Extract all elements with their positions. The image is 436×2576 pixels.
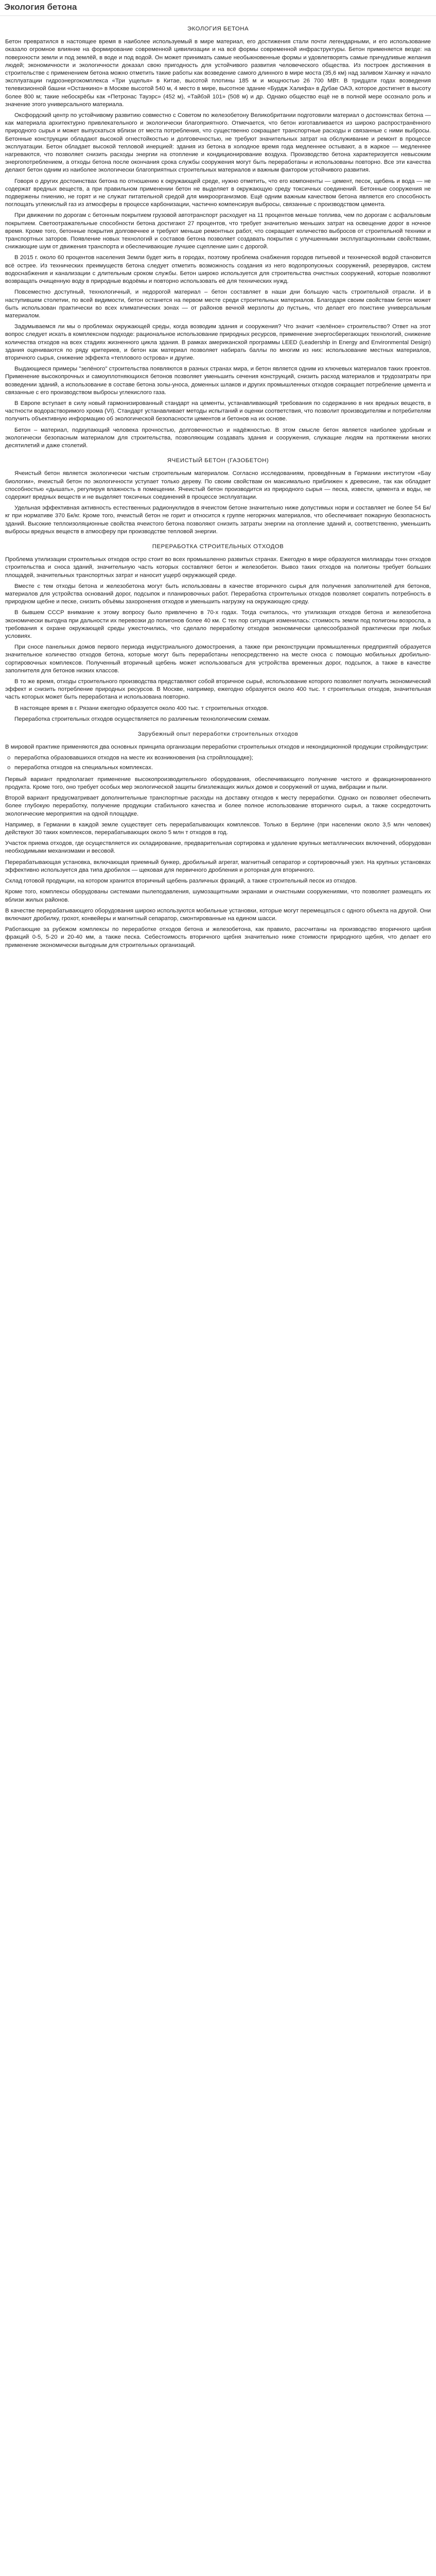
paragraph: Кроме того, комплексы оборудованы системами пылеподавления, шумозащитными экранами и очистными сооружениями, что позволяет размещать их вблизи жилых районов. [5, 889, 431, 903]
paragraph: Оксфордский центр по устойчивому развитию совместно с Советом по железобетону Великобритании подготовили материал о достоинствах бетона — как материала архитектурно привлекательного и экологически благоприятного. Отмечается, что бетон изготавливается из широко распространённого природного сырья и может выпускаться вблизи от места потребления, что существенно сокращает транспортные расходы и связанные с ними выбросы. Бетонные конструкции обладают высокой огнестойкостью и долговечностью, не требуют значительных затрат на обслуживание и ремонт в процессе эксплуатации. Бетон обладает высокой тепловой инерцией: здания из бетона в холодное время года медленнее остывают, а в жаркое — медленнее нагреваются, что позволяет снизить расходы энергии на отопление и кондиционирование воздуха. Производство бетона характеризуется невысоким энергопотреблением, а отходы бетона после окончания срока службы сооружения могут быть переработаны и использованы повторно. Все эти качества делают бетон одним из наиболее экологически благоприятных строительных материалов и важным фактором устойчивого развития. [5, 112, 431, 174]
paragraph: При движении по дорогам с бетонным покрытием грузовой автотранспорт расходует на 11 процентов меньше топлива, чем по дорогам с асфальтовым покрытием. Светоотражательные способности бетона достигают 27 процентов, что требует значительно меньших затрат на освещение дорог в ночное время. Кроме того, бетонные покрытия долговечнее и требуют меньше ремонтных работ, что сокращает количество выбросов от строительной техники и транспортных заторов. Появление новых технологий и составов бетона позволяет создавать покрытия с улучшенными эксплуатационными свойствами, снижающие шум от движения транспорта и обеспечивающие лучшее сцепление шин с дорогой. [5, 212, 431, 250]
section-heading: ЭКОЛОГИЯ БЕТОНА [187, 26, 249, 32]
bullet-list [5, 754, 431, 771]
paragraph: В бывшем СССР внимание к этому вопросу было привлечено в 70-х годах. Тогда считалось, что утилизация отходов бетона и железобетона экономически выгодна при дальности их перевозки до полигонов более 40 км. С тех пор ситуация изменилась: стоимость земли под полигоны возросла, а требования к охране окружающей среды ужесточились, что сделало переработку отходов экономически целесообразной практически при любых условиях. [5, 609, 431, 640]
paragraph: Задумываемся ли мы о проблемах окружающей среды, когда возводим здания и сооружения? Что значит «зелёное» строительство? Ответ на этот вопрос следует искать в комплексном подходе: рациональное использование природных ресурсов, применение энергосберегающих технологий, снижение количества отходов на всех стадиях жизненного цикла здания. В рамках американской программы LEED (Leadership in Energy and Environmental Design) здания оцениваются по ряду критериев, и бетон как материал позволяет набирать баллы по многим из них: использование местных материалов, вторичного сырья, снижение эффекта «теплового острова» и другие. [5, 324, 431, 361]
section-heading: Зарубежный опыт переработки строительных отходов [137, 731, 299, 738]
paragraph: В мировой практике применяются два основных принципа организации переработки строительных отходов и некондиционной продукции стройиндустрии: [5, 744, 428, 751]
paragraph: В Европе вступает в силу новый гармонизированный стандарт на цементы, устанавливающий требования по содержанию в них вредных веществ, в частности водорастворимого хрома (VI). Стандарт устанавливает методы испытаний и оценки соответствия, что позволит производителям и потребителям получить объективную информацию об экологической безопасности цементов и бетонов на их основе. [5, 400, 431, 422]
paragraph: В качестве перерабатывающего оборудования широко используются мобильные установки, которые могут перемещаться с одного объекта на другой. Они включают дробилку, грохот, конвейеры и магнитный сепаратор, смонтированные на едином шасси. [5, 907, 431, 922]
list-item: o переработка образовавшихся отходов на месте их возникновения (на стройплощадке); [14, 754, 431, 762]
paragraph: Вместе с тем отходы бетона и железобетона могут быть использованы в качестве вторичного сырья для получения заполнителей для бетонов, материалов для устройства оснований дорог, подсыпок и планировочных работ. Переработка строительных отходов позволяет сократить потребность в природном щебне и песке, снизить объёмы захоронения отходов и уменьшить нагрузку на окружающую среду. [5, 583, 431, 605]
paragraph: Второй вариант предусматривает дополнительные транспортные расходы на доставку отходов к месту переработки. Однако он позволяет обеспечить более глубокую переработку, получение продукции стабильного качества и более полное использование вторичного сырья, а также сосредоточить экологические мероприятия на одной площадке. [5, 795, 431, 817]
article-body [0, 16, 436, 950]
paragraph: Переработка строительных отходов осуществляется по различным технологическим схемам. [14, 716, 271, 722]
paragraph: Выдающиеся примеры "зелёного" строительства появляются в разных странах мира, и бетон является одним из ключевых материалов таких проектов. Применение высокопрочных и самоуплотняющихся бетонов позволяет уменьшить сечения конструкций, снизить расход материалов и трудозатраты при возведении зданий, а использование в составе бетона золы-уноса, доменных шлаков и других промышленных отходов сокращает потребление цемента и связанные с его производством выбросы углекислого газа. [5, 366, 431, 396]
paragraph: Удельная эффективная активность естественных радионуклидов в ячеистом бетоне значительно ниже допустимых норм и составляет не более 54 Бк/кг при нормативе 370 Бк/кг. Кроме того, ячеистый бетон не горит и относится к группе негорючих материалов, что обеспечивает пожарную безопасность зданий. Высокие теплоизоляционные свойства ячеистого бетона позволяют снизить затраты энергии на отопление зданий и, соответственно, уменьшить выбросы вредных веществ в атмосферу при производстве тепловой энергии. [5, 505, 431, 535]
paragraph: Например, в Германии в каждой земле существует сеть перерабатывающих комплексов. Только в Берлине (при населении около 3,5 млн человек) действуют 30 таких комплексов, перерабатывающих около 5 млн т отходов в год. [5, 821, 431, 836]
paragraph: Первый вариант предполагает применение высокопроизводительного оборудования, обеспечивающего получение чистого и фракционированного продукта. Кроме того, оно требует особых мер экологической защиты близлежащих жилых домов и сооружений от шума, вибрации и пыли. [5, 776, 431, 791]
paragraph: При сносе панельных домов первого периода индустриального домостроения, а также при реконструкции промышленных предприятий образуется значительное количество отходов бетона, которые могут быть переработаны непосредственно на месте сноса с помощью мобильных дробильно-сортировочных комплексов. Полученный вторичный щебень может использоваться для устройства временных дорог, подсыпок, а также в качестве заполнителя для бетонов низких классов. [5, 644, 431, 674]
paragraph: Работающие за рубежом комплексы по переработке отходов бетона и железобетона, как правило, рассчитаны на производство вторичного щебня фракций 0-5, 5-20 и 20-40 мм, а также песка. Себестоимость вторичного щебня значительно ниже стоимости природного щебня, что делает его применение экономически выгодным для строительных организаций. [5, 926, 431, 948]
paragraph: Бетон – материал, подкупающий человека прочностью, долговечностью и надёжностью. В этом смысле бетон является наиболее удобным и экологически безопасным материалом для строительства, позволяющим создавать здания и сооружения, служащие людям на протяжении многих десятилетий и даже столетий. [5, 427, 431, 449]
paragraph: В настоящее время в г. Рязани ежегодно образуется около 400 тыс. т строительных отходов. [14, 705, 269, 711]
page-title: Экология бетона [0, 0, 436, 16]
paragraph: Проблема утилизации строительных отходов остро стоит во всех промышленно развитых странах. Ежегодно в мире образуются миллиарды тонн отходов строительства и сноса зданий, значительную часть которых составляют бетон и железобетон. Вывоз таких отходов на полигоны требует больших площадей, значительных транспортных затрат и наносит ущерб окружающей среде. [5, 556, 431, 579]
paragraph: Говоря о других достоинствах бетона по отношению к окружающей среде, нужно отметить, что его компоненты — цемент, песок, щебень и вода — не содержат вредных веществ, а при правильном применении бетон не выделяет в окружающую среду токсичных соединений. Бетонные сооружения не подвержены гниению, не горят и не служат питательной средой для микроорганизмов. Ещё одним важным качеством бетона является его способность поглощать углекислый газ из атмосферы в процессе карбонизации, частично компенсируя выбросы, связанные с производством цемента. [5, 178, 431, 208]
paragraph: Бетон превратился в настоящее время в наиболее используемый в мире материал, его достижения стали почти легендарными, и его использование оказало огромное влияние на формирование современной цивилизации и на всё формы современной инфраструктуры. Бетон применяется везде: на поверхности земли и под землёй, в воде и под водой. Он может принимать самые необыкновенные формы и удовлетворять самые причудливые желания людей; экономичности и экологичности доказал свою пригодность для устойчивого развития человеческого общества. Из построек достижения в строительстве с применением бетона можно отметить такие работы как возведение самого длинного в мире моста (35,6 км) над заливом Ханчжу и начало эксплуатации гидроэнергокомплекса «Три ущелья» в Китае, высотой плотины 185 м и мощностью 26 700 МВт. В тридцати годах возведения телевизионной башни «Останкино» в Москве высотой 540 м, 4 место в мире, высотное здание «Бурдж Халифа» в Дубае ОАЭ, которое достигнет в высоту более 800 м; такие небоскрёбы как «Петронас Тауэрс» (452 м), «Тайбэй 101» (508 м) и др. Однако общество ещё не в полной мере осознало роль и значение этого универсального материала. [5, 39, 431, 108]
paragraph: В то же время, отходы строительного производства представляют собой вторичное сырьё, использование которого позволяет получить экономический эффект и снизить потребление природных ресурсов. В Москве, например, ежегодно образуется около 400 тыс. т строительных отходов, значительная часть которых может быть переработана и использована повторно. [5, 679, 431, 701]
paragraph: Склад готовой продукции, на котором хранится вторичный щебень различных фракций, а также строительный песок из отходов. [5, 878, 357, 885]
paragraph: Участок приема отходов, где осуществляется их складирование, предварительная сортировка и удаление крупных металлических включений, оборудован необходимыми механизмами и весовой. [5, 840, 431, 855]
list-item: o переработка отходов на специальных комплексах. [14, 764, 431, 772]
section-heading: ЯЧЕИСТЫЙ БЕТОН (ГАЗОБЕТОН) [167, 457, 269, 464]
paragraph: Повсеместно доступный, технологичный, и недорогой материал – бетон составляет в наши дни большую часть строительной отрасли. И в наступившем столетии, по всей видимости, бетон останется на первом месте среди строительных материалов. Благодаря своим свойствам бетон может быть использован практически во всех климатических зонах — от районов вечной мерзлоты до пустынь, что делает его поистине универсальным материалом. [5, 289, 431, 319]
paragraph: Ячеистый бетон является экологически чистым строительным материалом. Согласно исследованиям, проведённым в Германии институтом «Бау биологии», ячеистый бетон по экологичности уступает только дереву. По своим свойствам он максимально приближен к древесине, так как обладает способностью «дышать», регулируя влажность в помещении. Ячеистый бетон производится из природного сырья — песка, извести, цемента и воды, не содержит вредных веществ и не выделяет токсичных соединений в процессе эксплуатации. [5, 470, 431, 500]
section-heading: ПЕРЕРАБОТКА СТРОИТЕЛЬНЫХ ОТХОДОВ [152, 543, 284, 550]
paragraph: Перерабатывающая установка, включающая приемный бункер, дробильный агрегат, магнитный сепаратор и сортировочный узел. На крупных установках эффективно используется два типа дробилок — щековая для первичного дробления и роторная для вторичного. [5, 859, 431, 873]
paragraph: В 2015 г. около 60 процентов населения Земли будет жить в городах, поэтому проблема снабжения городов питьевой и технической водой становится всё острее. Из технических преимуществ бетона следует отметить возможность создания из него водопропускных сооружений, резервуаров, систем водоснабжения и канализации с длительным сроком службы. Бетон широко используется для строительства очистных сооружений, которые позволяют возвращать очищенную воду в природные водоёмы и повторно использовать её для технических нужд. [5, 255, 431, 285]
